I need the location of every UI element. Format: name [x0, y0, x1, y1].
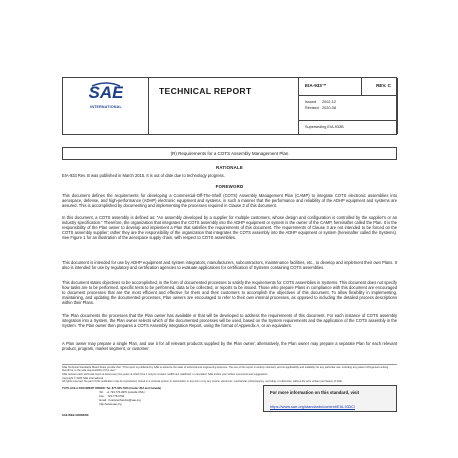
rationale-body: EIA-933 Rev. B was published in March 2015. It is out of date due to technology progress. — [62, 173, 225, 178]
revised-label: Revised — [305, 106, 319, 110]
fine-print-2: SAE reviews each technical report at least every five years at which time it may be revised, reaffirmed, stabilized, or cancelled. SAE invites your written comments and suggestions. — [62, 373, 269, 376]
contact-line: Email: CustomerService@sae.org — [62, 399, 141, 402]
foreword-paragraph-1: This document defines the requirements for developing a Commercial-Off-The-Shelf (COTS) Assembly Management Plan (CAMP) to integrate COTS electronic assemblies into aerospace, defense, and high-performance (ADHP) electronic equipment and systems, in such a manner that the performance and reliability of the ADHP equipment and systems are assured. This is accomplished by documenting and implementing the processes required in Clause 3 of this document. — [62, 193, 397, 209]
foreword-paragraph-6: A Plan owner may prepare a single Plan, and use it for all relevant products supplied by the Plan owner; alternatively, the Plan owner may prepare a separate Plan for each relevant product, program, market segment, or customer. — [62, 341, 397, 352]
superseding-text: Superseding EIA-933B — [305, 125, 344, 129]
contact-line[interactable]: http://www.sae.org — [62, 403, 122, 406]
report-type-title: TECHNICAL REPORT — [159, 86, 252, 96]
contact-line: Fax: 724-776-0790 — [62, 395, 125, 398]
contact-line: TO PLACE A DOCUMENT ORDER: Tel: 877-606-7323 (inside USA and Canada) — [62, 387, 162, 390]
fine-print-copyright: Copyright © 2020 SAE International — [62, 376, 104, 380]
doc-number: EIA-933™ — [305, 83, 327, 88]
header-table — [62, 77, 397, 135]
fine-print-1: SAE Technical Standards Board Rules provide that: "This report is published by SAE to advance the state of technical and engineering sciences. The use of this report is entirely voluntary, and its applicability and suitability for any particular use, including any patent infringement arising therefrom, is the sole responsibility of the user." — [62, 366, 389, 373]
issued-row — [305, 100, 336, 104]
rationale-heading: RATIONALE — [215, 165, 244, 170]
id-cell — [299, 78, 398, 134]
revision: REV. C — [376, 83, 391, 88]
id-top-row — [299, 78, 397, 96]
foreword-paragraph-5: The Plan documents the processes that the Plan owner has available or that will be developed to address the requirements of this document. For each instance of COTS assembly integration into a System, the Plan owner selects which of the documented processes will be used, based on the System requirements and the application of the COTS assembly in the System. The Plan owner then prepares a COTS Assembly Integration Report, using the format of Appendix A, or an equivalent. — [62, 313, 397, 329]
superseding-row — [299, 120, 397, 135]
order-contact-block — [62, 385, 262, 412]
foreword-heading: FOREWORD — [215, 184, 244, 189]
sae-web-address-label: SAE WEB ADDRESS: — [62, 414, 90, 417]
contact-line: Tel: +1 724-776-4970 (outside USA) — [62, 391, 145, 394]
more-info-text: For more information on this standard, visit — [270, 390, 360, 395]
logo-subtitle: INTERNATIONAL — [90, 105, 122, 109]
more-info-box — [263, 385, 397, 412]
sae-logo-icon — [89, 81, 123, 103]
document-subtitle: (R) Requirements for a COTS Assembly Management Plan — [62, 147, 397, 160]
footer-divider — [62, 364, 397, 365]
revised-date: 2020-08 — [322, 106, 336, 110]
issued-label: Issued — [305, 100, 317, 104]
foreword-paragraph-2: In this document, a COTS assembly is defined as: "An assembly developed by a supplier for multiple customers, whose design and configuration is controlled by the supplier's or an industry specification." Therefore, the organization that integrates the COTS assembly into the ADHP equipment or system is the owner of the CAMP, hereinafter called the Plan. It is the responsibility of the Plan owner to develop and implement a Plan that satisfies the requirements of this document. The requirements of Clause 3 are not intended to be forced on the COTS assembly supplier; rather they are the responsibility of the organization that integrates the COTS assembly into the ADHP equipment or system (hereinafter called the Systems). See Figure 1 for an illustration of the aerospace supply chain, with respect to COTS assemblies. — [62, 215, 397, 241]
logo-cell — [63, 78, 149, 134]
title-cell — [149, 78, 299, 134]
foreword-paragraph-3: This document is intended for use by ADHP equipment and system integrators, manufacturers, subcontractors, maintenance facilities, etc., to develop and implement their own Plans. It also is intended for use by regulatory and certification agencies to evaluate applications for certification of Systems containing COTS assemblies. — [62, 260, 397, 271]
issued-date: 2002-12 — [322, 100, 336, 104]
foreword-paragraph-4: This document states objectives to be accomplished, in the form of documented processes to satisfy the requirements for COTS assemblies in Systems. This document does not specify how tasks are to be performed, specific tests to be performed, data to be collected, or reports to be issued. Those who prepare Plans in compliance with this document are encouraged to document processes that are the most efficient and effective for them and their customers to accomplish the objectives of this document. To allow flexibility in implementing, maintaining, and updating the documented processes, Plan owners are encouraged to refer to their own internal processes, as opposed to including the detailed process descriptions within their Plans. — [62, 280, 397, 306]
standard-link[interactable]: https://www.sae.org/standards/content/EIA-933C/ — [270, 404, 355, 409]
fine-print-rights: All rights reserved. No part of this publication may be reproduced, stored in a retrieval system or transmitted, in any form or by any means, electronic, mechanical, photocopying, recording, or otherwise, without the prior written permission of SAE. — [62, 380, 343, 383]
revised-row — [305, 106, 336, 110]
logo-text: SAE — [89, 83, 123, 102]
